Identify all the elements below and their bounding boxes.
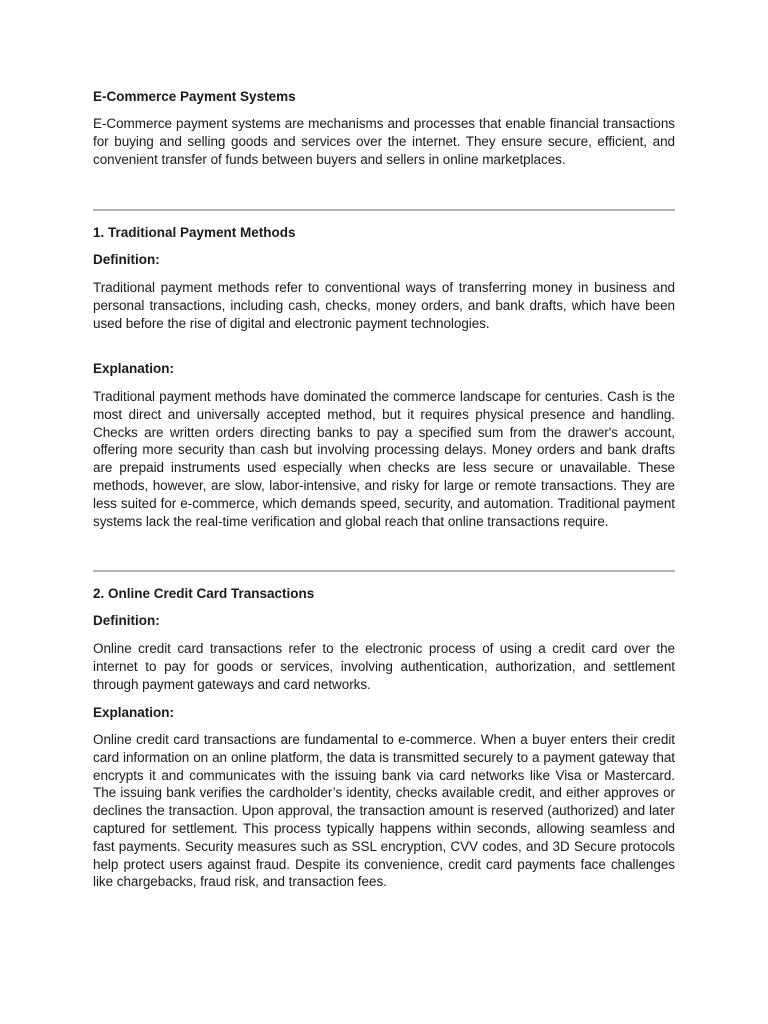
section-divider [93, 570, 675, 572]
section-heading-credit-card: 2. Online Credit Card Transactions [93, 586, 315, 601]
section-divider [93, 209, 675, 211]
explanation-label: Explanation: [93, 705, 175, 720]
explanation-label: Explanation: [93, 361, 175, 376]
definition-label: Definition: [93, 252, 160, 267]
definition-paragraph: Traditional payment methods refer to conventional ways of transferring money in business and personal transactions, including cash, checks, money orders, and bank drafts, which have been used before the rise of digital and electronic payment technologies. [93, 280, 675, 331]
explanation-paragraph: Online credit card transactions are fundamental to e-commerce. When a buyer enters their credit card information on an online platform, the data is transmitted securely to a payment gateway that encrypts it and communicates with the issuing bank via card networks like Visa or Mastercard. The issuing bank verifies the cardholder’s identity, checks available credit, and either approves or declines the transaction. Upon approval, the transaction amount is reserved (authorized) and later captured for settlement. This process typically happens within seconds, allowing seamless and fast payments. Security measures such as SSL encryption, CVV codes, and 3D Secure protocols help protect users against fraud. Despite its convenience, credit card payments face challenges like chargebacks, fraud risk, and transaction fees. [93, 732, 675, 890]
explanation-paragraph: Traditional payment methods have dominated the commerce landscape for centuries. Cash is the most direct and universally accepted method, but it requires physical presence and handling. Checks are written orders directing banks to pay a specified sum from the drawer's account, offering more security than cash but involving processing delays. Money orders and bank drafts are prepaid instruments used especially when checks are less secure or unavailable. These methods, however, are slow, labor-intensive, and risky for large or remote transactions. They are less suited for e-commerce, which demands speed, security, and automation. Traditional payment systems lack the real-time verification and global reach that online transactions require. [93, 389, 675, 529]
document-title: E-Commerce Payment Systems [93, 89, 296, 104]
section-heading-traditional: 1. Traditional Payment Methods [93, 225, 296, 240]
definition-paragraph: Online credit card transactions refer to the electronic process of using a credit card over the internet to pay for goods or services, involving authentication, authorization, and settlement through payment gateways and card networks. [93, 641, 675, 692]
intro-paragraph: E-Commerce payment systems are mechanisms and processes that enable financial transactions for buying and selling goods and services over the internet. They ensure secure, efficient, and convenient transfer of funds between buyers and sellers in online marketplaces. [93, 116, 675, 167]
definition-label: Definition: [93, 613, 160, 628]
